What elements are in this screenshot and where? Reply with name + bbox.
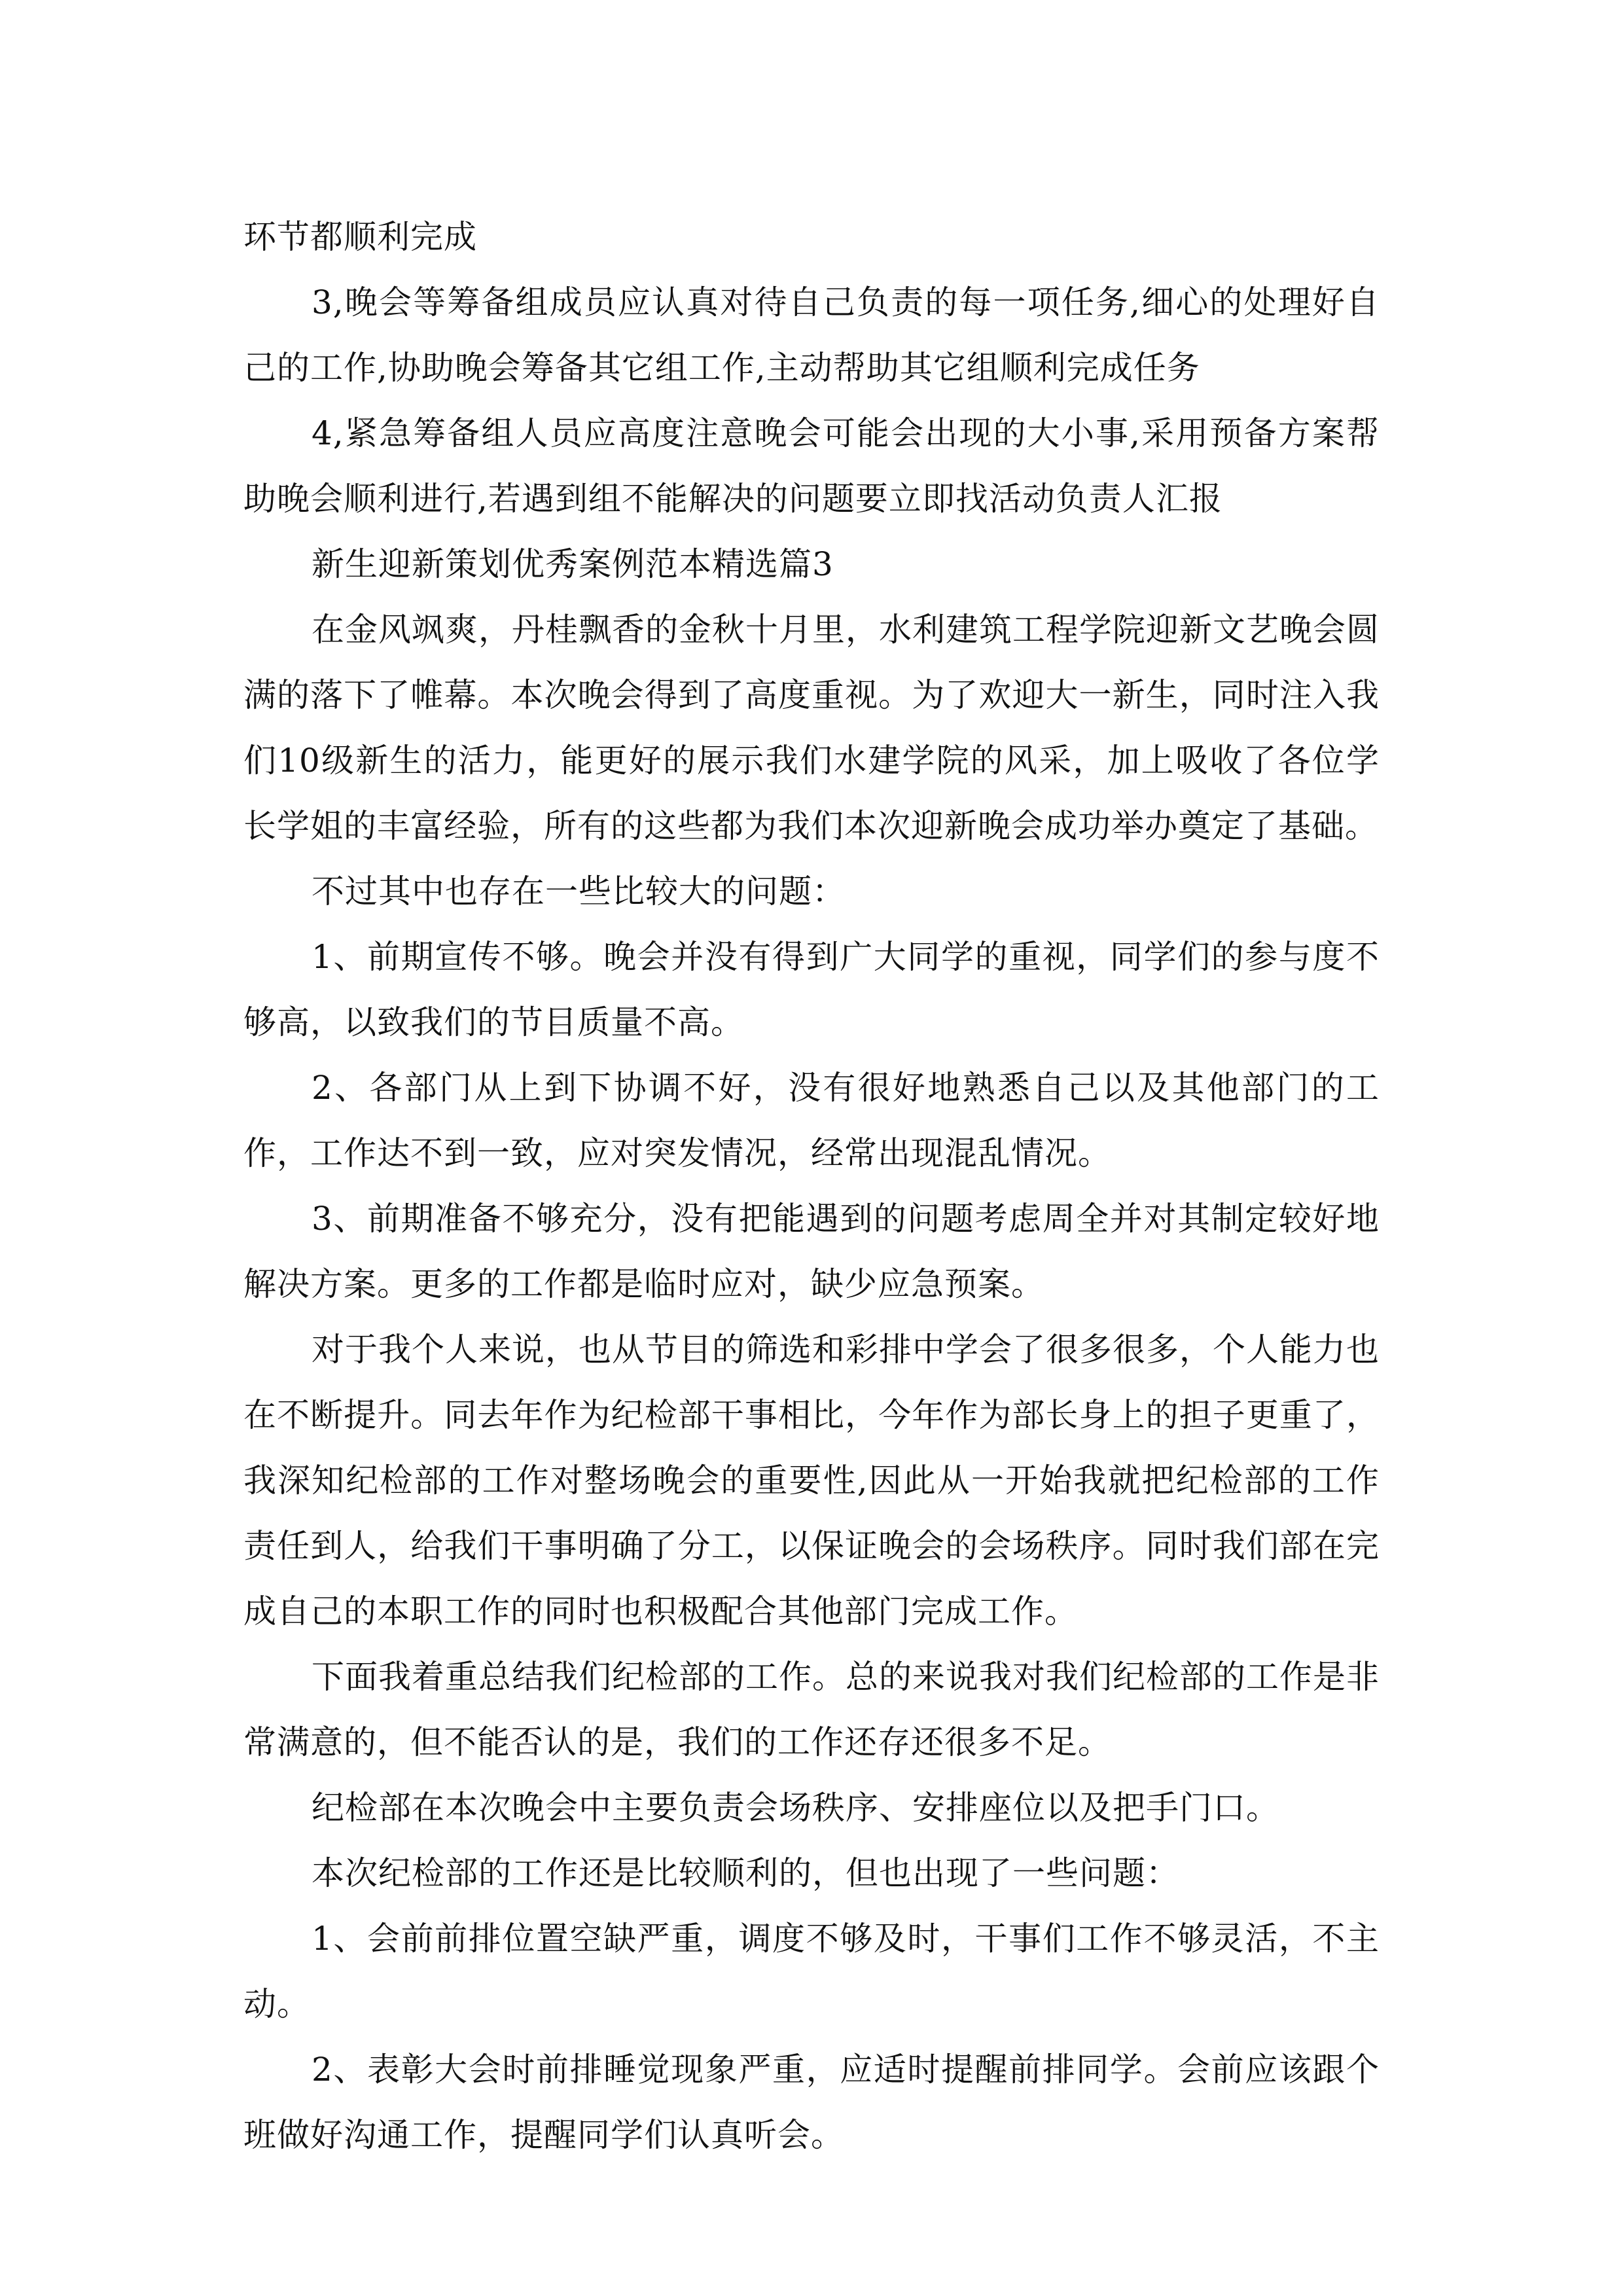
problem-item-2: 2、各部门从上到下协调不好，没有很好地熟悉自己以及其他部门的工作，工作达不到一致，应对突发情况，经常出现混乱情况。 [243,1069,1380,1172]
document-body [243,204,1380,2168]
paragraph-personal: 对于我个人来说，也从节目的筛选和彩排中学会了很多很多，个人能力也在不断提升。同去年作为纪检部干事相比，今年作为部长身上的担子更重了，我深知纪检部的工作对整场晚会的重要性,因此从一开始我就把纪检部的工作责任到人，给我们干事明确了分工，以保证晚会的会场秩序。同时我们部在完成自己的本职工作的同时也积极配合其他部门完成工作。 [243,1331,1380,1630]
section-heading: 新生迎新策划优秀案例范本精选篇3 [312,545,834,583]
problem-item-1: 1、前期宣传不够。晚会并没有得到广大同学的重视，同学们的参与度不够高，以致我们的节目质量不高。 [243,938,1380,1041]
paragraph-item-3: 3,晚会等筹备组成员应认真对待自己负责的每一项任务,细心的处理好自己的工作,协助晚会筹备其它组工作,主动帮助其它组顺利完成任务 [243,283,1380,387]
issue-item-2: 2、表彰大会时前排睡觉现象严重，应适时提醒前排同学。会前应该跟个班做好沟通工作，提醒同学们认真听会。 [243,2051,1380,2154]
paragraph-issues-lead: 本次纪检部的工作还是比较顺利的，但也出现了一些问题： [312,1854,1179,1892]
issue-item-1: 1、会前前排位置空缺严重，调度不够及时，干事们工作不够灵活，不主动。 [243,1920,1380,2023]
paragraph-responsibilities: 纪检部在本次晚会中主要负责会场秩序、安排座位以及把手门口。 [312,1789,1279,1827]
paragraph-problems-lead: 不过其中也存在一些比较大的问题： [312,872,846,910]
paragraph-continuation: 环节都顺利完成 [243,218,477,256]
paragraph-intro: 在金风飒爽，丹桂飘香的金秋十月里，水利建筑工程学院迎新文艺晚会圆满的落下了帷幕。本次晚会得到了高度重视。为了欢迎大一新生，同时注入我们10级新生的活力，能更好的展示我们水建学院的风采，加上吸收了各位学长学姐的丰富经验，所有的这些都为我们本次迎新晚会成功举办奠定了基础。 [243,611,1380,845]
paragraph-item-4: 4,紧急筹备组人员应高度注意晚会可能会出现的大小事,采用预备方案帮助晚会顺利进行,若遇到组不能解决的问题要立即找活动负责人汇报 [243,414,1380,518]
paragraph-summary: 下面我着重总结我们纪检部的工作。总的来说我对我们纪检部的工作是非常满意的，但不能否认的是，我们的工作还存还很多不足。 [243,1658,1380,1761]
problem-item-3: 3、前期准备不够充分，没有把能遇到的问题考虑周全并对其制定较好地解决方案。更多的工作都是临时应对，缺少应急预案。 [243,1200,1380,1303]
